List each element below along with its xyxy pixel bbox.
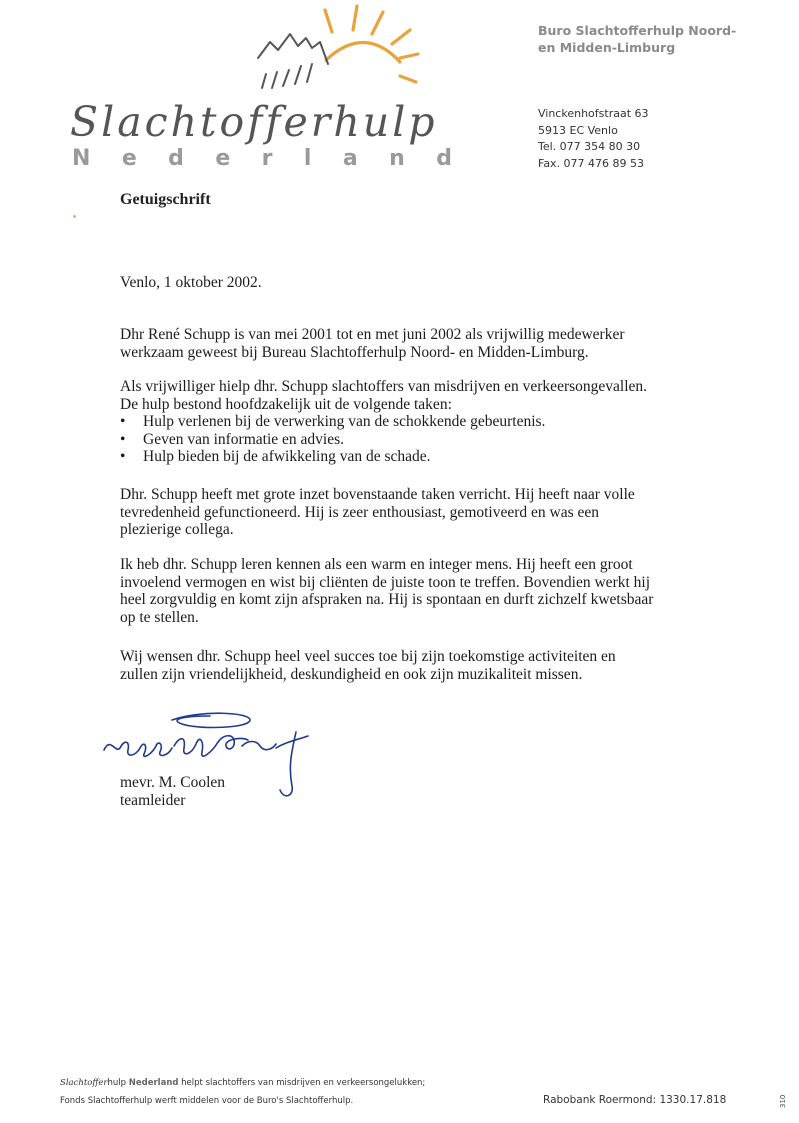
office-address [538, 106, 649, 172]
office-name-line: en Midden-Limburg [538, 40, 676, 55]
footer-line-1-text: helpt slachtoffers van misdrijven en verkeersongelukken; [178, 1078, 426, 1088]
paper-speck [73, 215, 76, 218]
brand-country-letter: n [389, 146, 405, 171]
footer-brand-prefix: Slachtoffer [60, 1078, 108, 1088]
footer-brand-suffix: hulp [107, 1078, 127, 1088]
paragraph-line: tevredenheid gefunctioneerd. Hij is zeer enthousiast, gemotiveerd en was een [120, 503, 600, 521]
brand-country-spaced [72, 146, 452, 171]
brand-country-letter: a [342, 146, 358, 171]
paragraph-line: invoelend vermogen en wist bij cliënten de juiste toon te treffen. Bovendien werkt hij [120, 573, 651, 591]
paragraph-line: Als vrijwilliger hielp dhr. Schupp slachtoffers van misdrijven en verkeersongevallen. [120, 378, 648, 395]
paragraph-line: Dhr. Schupp heeft met grote inzet bovenstaande taken verricht. Hij heeft naar volle [120, 486, 635, 503]
brand-country-letter: r [261, 146, 273, 171]
paragraph-role [120, 378, 647, 413]
bank-account: Rabobank Roermond: 1330.17.818 [543, 1094, 727, 1106]
paragraph-line: plezierige collega. [120, 521, 234, 538]
task-item: • Hulp verlenen bij de verwerking van de schokkende gebeurtenis. [120, 413, 545, 431]
paragraph-line: heel zorgvuldig en komt zijn afspraken na. Hij is spontaan en durft zichzelf kwetsbaar [120, 591, 654, 608]
paragraph-introduction [120, 326, 625, 361]
brand-country-letter: e [121, 146, 137, 171]
address-line: Tel. 077 354 80 30 [538, 140, 641, 153]
task-list [120, 413, 545, 466]
footer-line-2: Fonds Slachtofferhulp werft middelen voor de Buro's Slachtofferhulp. [60, 1096, 354, 1106]
office-name-line: Buro Slachtofferhulp Noord- [538, 23, 737, 38]
paragraph-line: De hulp bestond hoofdzakelijk uit de volgende taken: [120, 395, 452, 413]
letter-date: Venlo, 1 oktober 2002. [120, 274, 262, 291]
paragraph-line: Wij wensen dhr. Schupp heel veel succes toe bij zijn toekomstige activiteiten en [120, 648, 616, 665]
signer-name: mevr. M. Coolen [120, 774, 226, 791]
footer-brand-country: Nederland [128, 1078, 179, 1088]
address-line: Fax. 077 476 89 53 [538, 156, 645, 170]
paragraph-closing [120, 648, 616, 683]
logo-sun-mountain-icon [240, 2, 440, 107]
brand-country-letter: e [215, 146, 231, 171]
signer-block [120, 774, 225, 810]
brand-country-letter: d [168, 146, 184, 171]
footer-line-1 [60, 1078, 425, 1088]
page-code: 310 [779, 1094, 787, 1108]
paragraph-line: zullen zijn vriendelijkheid, deskundigheid en ook zijn muzikaliteit missen. [120, 665, 583, 683]
paragraph-line: op te stellen. [120, 608, 199, 626]
brand-country-letter: l [303, 146, 312, 171]
document-title: Getuigschrift [120, 191, 211, 208]
paragraph-personality [120, 556, 653, 626]
paragraph-line: Ik heb dhr. Schupp leren kennen als een warm en integer mens. Hij heeft een groot [120, 556, 633, 573]
address-line: 5913 EC Venlo [538, 123, 618, 137]
paragraph-line: werkzaam geweest bij Bureau Slachtofferhulp Noord- en Midden-Limburg. [120, 343, 589, 361]
address-line: Vinckenhofstraat 63 [538, 107, 649, 120]
office-name [538, 22, 736, 56]
signer-role: teamleider [120, 792, 186, 809]
paragraph-line: Dhr René Schupp is van mei 2001 tot en met juni 2002 als vrijwillig medewerker [120, 326, 625, 343]
brand-country-letter: N [72, 146, 91, 171]
task-item: • Hulp bieden bij de afwikkeling van de schade. [120, 448, 545, 466]
paragraph-performance [120, 486, 635, 539]
brand-country-letter: d [436, 146, 452, 171]
brand-name: Slachtofferhulp [70, 98, 438, 146]
task-item: • Geven van informatie en advies. [120, 431, 545, 449]
